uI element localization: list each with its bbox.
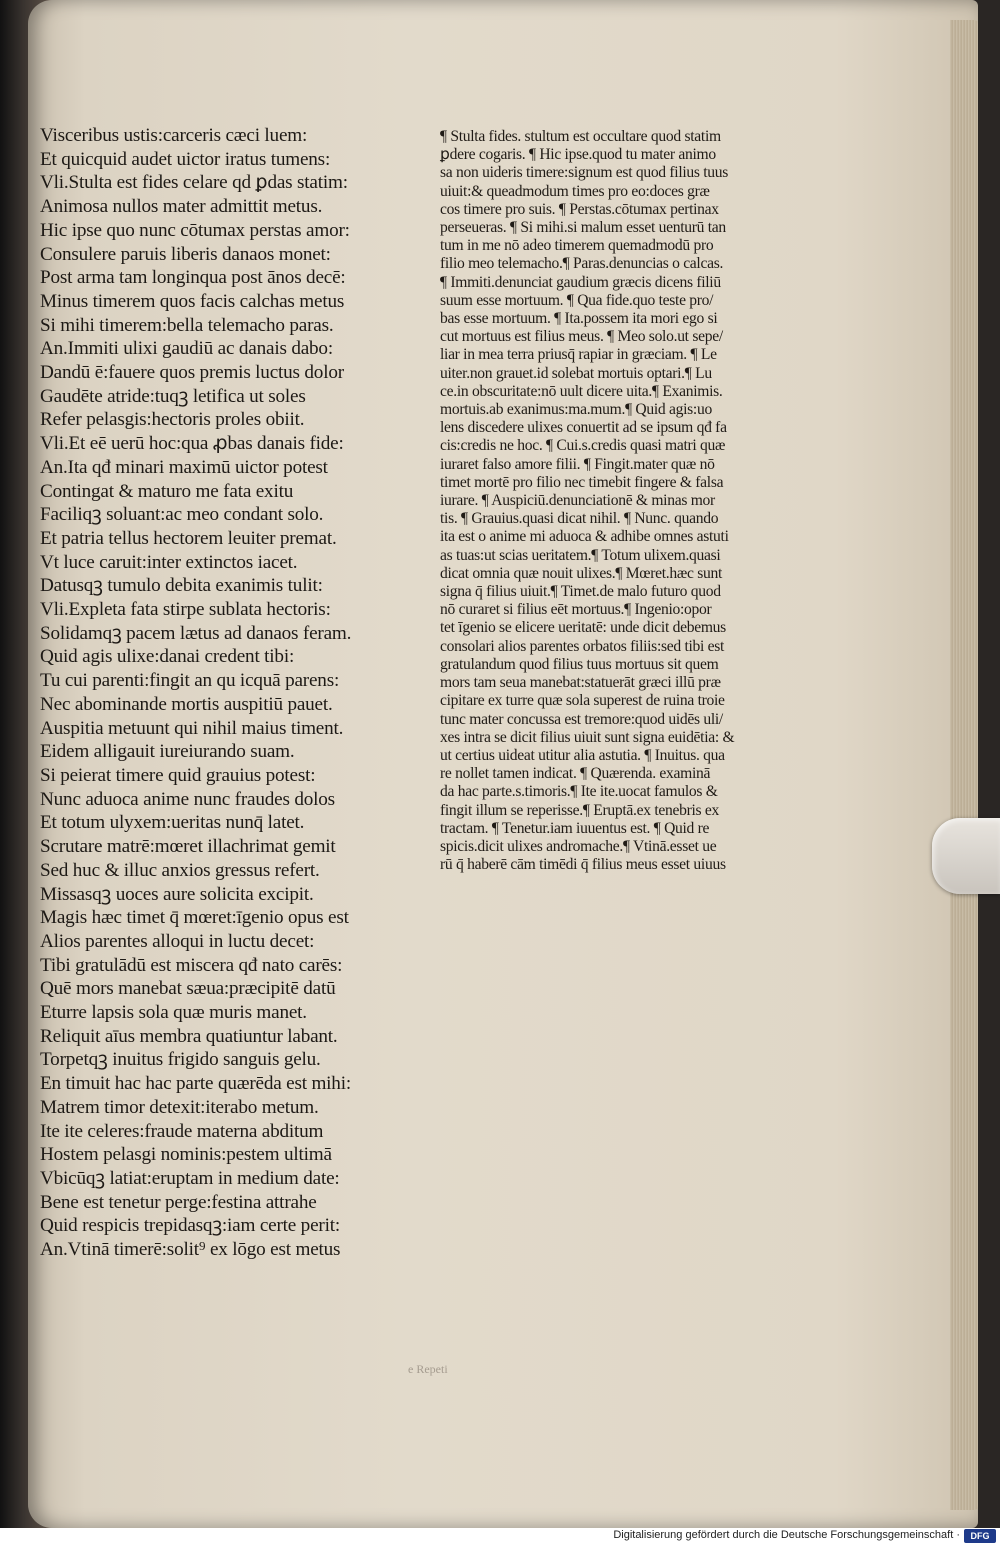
- verse-line: Hic ipse quo nunc cōtumax perstas amor:: [40, 219, 350, 241]
- verse-line: Hostem pelasgi nominis:pestem ultimā: [40, 1144, 332, 1166]
- verse-line: Vli.Et eē uerū hoc:qua ꝓbas danais fide:: [40, 433, 344, 455]
- funding-notice: Digitalisierung gefördert durch die Deutsche Forschungsgemeinschaft ·: [613, 1529, 960, 1541]
- verse-line: Visceribus ustis:carceris cæci luem:: [40, 125, 308, 146]
- commentary-line: iuraret falso amore filii. ¶ Fingit.mater quæ nō: [440, 455, 715, 473]
- verse-line: An.Ita qđ minari maximū uictor potest: [40, 456, 328, 478]
- verse-line: Eidem alligauit iureiurando suam.: [40, 741, 295, 763]
- verse-line: Magis hæc timet q̄ mœret:īgenio opus est: [40, 907, 349, 929]
- commentary-column: [440, 128, 825, 874]
- commentary-line: timet mortē pro filio nec timebit fingere & falsa: [440, 473, 724, 491]
- commentary-line: cipitare ex turre quæ sola superest de ruina troie: [440, 692, 725, 710]
- commentary-line: ꝑdere cogaris. ¶ Hic ipse.quod tu mater animo: [440, 146, 716, 164]
- verse-line: Datusqꝫ tumulo debita exanimis tulit:: [40, 575, 323, 597]
- commentary-line: tractam. ¶ Tenetur.iam iuuentus est. ¶ Quid re: [440, 819, 710, 837]
- commentary-line: tum in me nō adeo timerem quemadmodū pro: [440, 237, 714, 255]
- verse-line: Eturre lapsis sola quæ muris manet.: [40, 1002, 307, 1024]
- verse-line: Solidamqꝫ pacem lætus ad danaos feram.: [40, 622, 352, 644]
- verse-line: Alios parentes alloqui in luctu decet:: [40, 930, 315, 952]
- commentary-line: liar in mea terra priusq̄ rapiar in græciam. ¶ Le: [440, 346, 717, 364]
- verse-line: Animosa nullos mater admittit metus.: [40, 196, 323, 218]
- verse-line: Contingat & maturo me fata exitu: [40, 480, 294, 502]
- commentary-line: consolari alios parentes orbatos filiis:sed tibi est: [440, 637, 725, 655]
- commentary-line: cis:credis ne hoc. ¶ Cui.s.credis quasi matri quæ: [440, 437, 726, 455]
- commentary-line: suum esse mortuum. ¶ Qua fide.quo teste pro/: [440, 291, 714, 309]
- verse-line: Quid respicis trepidasqꝫ:iam certe perit:: [40, 1215, 340, 1237]
- verse-line: Post arma tam longinqua post ānos decē:: [40, 267, 346, 289]
- verse-column: [40, 124, 420, 1262]
- commentary-line: mors tam seua manebat:statuerāt græci illū præ: [440, 674, 721, 692]
- commentary-line: tet īgenio se elicere ueritatē: unde dicit debemus: [440, 619, 726, 637]
- verse-line: Missasqꝫ uoces aure solicita excipit.: [40, 883, 314, 905]
- footer-bar: [0, 1528, 1000, 1545]
- verse-line: Si peierat timere quid grauius potest:: [40, 764, 316, 786]
- verse-line: Vli.Stulta est fides celare qd ꝑdas statim:: [40, 172, 348, 194]
- verse-line: Vli.Expleta fata stirpe sublata hectoris:: [40, 599, 331, 621]
- commentary-line: ¶ Immiti.denunciat gaudium græcis dicens filiū: [440, 273, 721, 291]
- verse-line: Quē mors manebat sæua:præcipitē datū: [40, 978, 336, 1000]
- verse-line: Torpetqꝫ inuitus frigido sanguis gelu.: [40, 1049, 321, 1071]
- verse-line: Vt luce caruit:inter extinctos iacet.: [40, 551, 298, 573]
- verse-line: Nec abominande mortis auspitiū pauet.: [40, 693, 333, 715]
- verse-line: Nunc aduoca anime nunc fraudes dolos: [40, 788, 335, 810]
- verse-line: Auspitia metuunt qui nihil maius timent.: [40, 717, 344, 739]
- commentary-line: uiter.non grauet.id solebat mortuis optari.¶ Lu: [440, 364, 712, 382]
- commentary-line: dicat omnia quæ nouit ulixes.¶ Mœret.hæc sunt: [440, 564, 723, 582]
- commentary-line: tunc mater concussa est tremore:quod uidēs uli/: [440, 710, 723, 728]
- verse-line: Et patria tellus hectorem leuiter premat.: [40, 527, 337, 549]
- commentary-line: nō curaret si filius eēt mortuus.¶ Ingenio:opor: [440, 601, 712, 619]
- commentary-line: rū q̄ haberē cām timēdi q̄ filius meus esset uiuus: [440, 856, 726, 874]
- commentary-line: signa q̄ filius uiuit.¶ Timet.de malo futuro quod: [440, 583, 721, 601]
- verse-line: Matrem timor detexit:iterabo metum.: [40, 1096, 319, 1118]
- commentary-line: cos timere pro suis. ¶ Perstas.cōtumax pertinax: [440, 200, 719, 218]
- commentary-line: filio meo telemacho.¶ Paras.denuncias o calcas.: [440, 255, 724, 273]
- verse-line: Dandū ē:fauere quos premis luctus dolor: [40, 362, 344, 384]
- verse-line: Gaudēte atride:tuqꝫ letifica ut soles: [40, 385, 306, 407]
- verse-line: An.Immiti ulixi gaudiū ac danais dabo:: [40, 338, 333, 360]
- verse-line: Et totum ulyxem:ueritas nunq̄ latet.: [40, 812, 305, 834]
- commentary-line: iurare. ¶ Auspiciū.denunciationē & minas mor: [440, 492, 715, 510]
- verse-line: Faciliqꝫ soluant:ac meo condant solo.: [40, 504, 324, 526]
- commentary-line: uiuit:& queadmodum times pro eo:doces græ: [440, 182, 710, 200]
- verse-line: Tu cui parenti:fingit an qu icquā parens:: [40, 670, 340, 692]
- commentary-line: mortuis.ab exanimus:ma.mum.¶ Quid agis:uo: [440, 401, 712, 419]
- commentary-line: perseueras. ¶ Si mihi.si malum esset uenturū tan: [440, 219, 726, 237]
- commentary-line: as tuas:ut scias ueritatem.¶ Totum ulixem.quasi: [440, 546, 721, 564]
- commentary-line: da hac parte.s.timoris.¶ Ite ite.uocat famulos &: [440, 783, 718, 801]
- verse-line: Consulere paruis liberis danaos monet:: [40, 243, 331, 265]
- verse-line: Bene est tenetur perge:festina attrahe: [40, 1191, 317, 1213]
- commentary-line: ut certius uideat utitur alia astutia. ¶ Inuitus. qua: [440, 746, 725, 764]
- commentary-line: ita est o anime mi aduoca & adhibe omnes astuti: [440, 528, 729, 546]
- commentary-line: lens discedere ulixes conuertit ad se ipsum qđ fa: [440, 419, 727, 437]
- commentary-line: ce.in obscuritate:nō uult dicere uita.¶ Exanimis.: [440, 382, 723, 400]
- commentary-line: gratulandum quod filius tuus mortuus sit quem: [440, 655, 719, 673]
- page-edges: [950, 20, 978, 1510]
- commentary-line: sa non uideris timere:signum est quod filius tuus: [440, 164, 729, 182]
- verse-line: Ite ite celeres:fraude materna abditum: [40, 1120, 324, 1142]
- verse-line: Si mihi timerem:bella telemacho paras.: [40, 314, 334, 336]
- verse-line: Et quicquid audet uictor iratus tumens:: [40, 148, 331, 170]
- page-clip-tab: [932, 818, 1000, 894]
- verse-line: Refer pelasgis:hectoris proles obiit.: [40, 409, 305, 431]
- commentary-line: cut mortuus est filius meus. ¶ Meo solo.ut sepe/: [440, 328, 723, 346]
- commentary-line: tis. ¶ Grauius.quasi dicat nihil. ¶ Nunc. quando: [440, 510, 719, 528]
- verse-line: Tibi gratulādū est miscera qđ nato carēs:: [40, 954, 343, 976]
- commentary-line: re nollet tamen indicat. ¶ Quærenda. examinā: [440, 765, 711, 783]
- commentary-line: ¶ Stulta fides. stultum est occultare quod statim: [440, 128, 721, 145]
- verse-line: Vbicūqꝫ latiat:eruptam in medium date:: [40, 1167, 340, 1189]
- commentary-line: fingit illum se reperisse.¶ Eruptā.ex tenebris ex: [440, 801, 720, 819]
- verse-line: Quid agis ulixe:danai credent tibi:: [40, 646, 295, 668]
- verse-line: Sed huc & illuc anxios gressus refert.: [40, 859, 320, 881]
- verse-line: Minus timerem quos facis calchas metus: [40, 290, 345, 312]
- commentary-line: xes intra se dicit filius uiuit sunt signa euidētia: &: [440, 728, 735, 746]
- verse-line: Reliquit aīus membra quatiuntur labant.: [40, 1025, 338, 1047]
- commentary-line: spicis.dicit ulixes andromache.¶ Vtinā.esset ue: [440, 837, 717, 855]
- signature-mark: e Repeti: [408, 1362, 448, 1376]
- verse-line: An.Vtinā timerē:solit⁹ ex lōgo est metus: [40, 1239, 341, 1261]
- verse-line: En timuit hac hac parte quærēda est mihi:: [40, 1073, 351, 1095]
- dfg-logo: DFG: [964, 1529, 996, 1543]
- commentary-line: bas esse mortuum. ¶ Ita.possem ita mori ego si: [440, 310, 718, 328]
- verse-line: Scrutare matrē:mœret illachrimat gemit: [40, 836, 336, 858]
